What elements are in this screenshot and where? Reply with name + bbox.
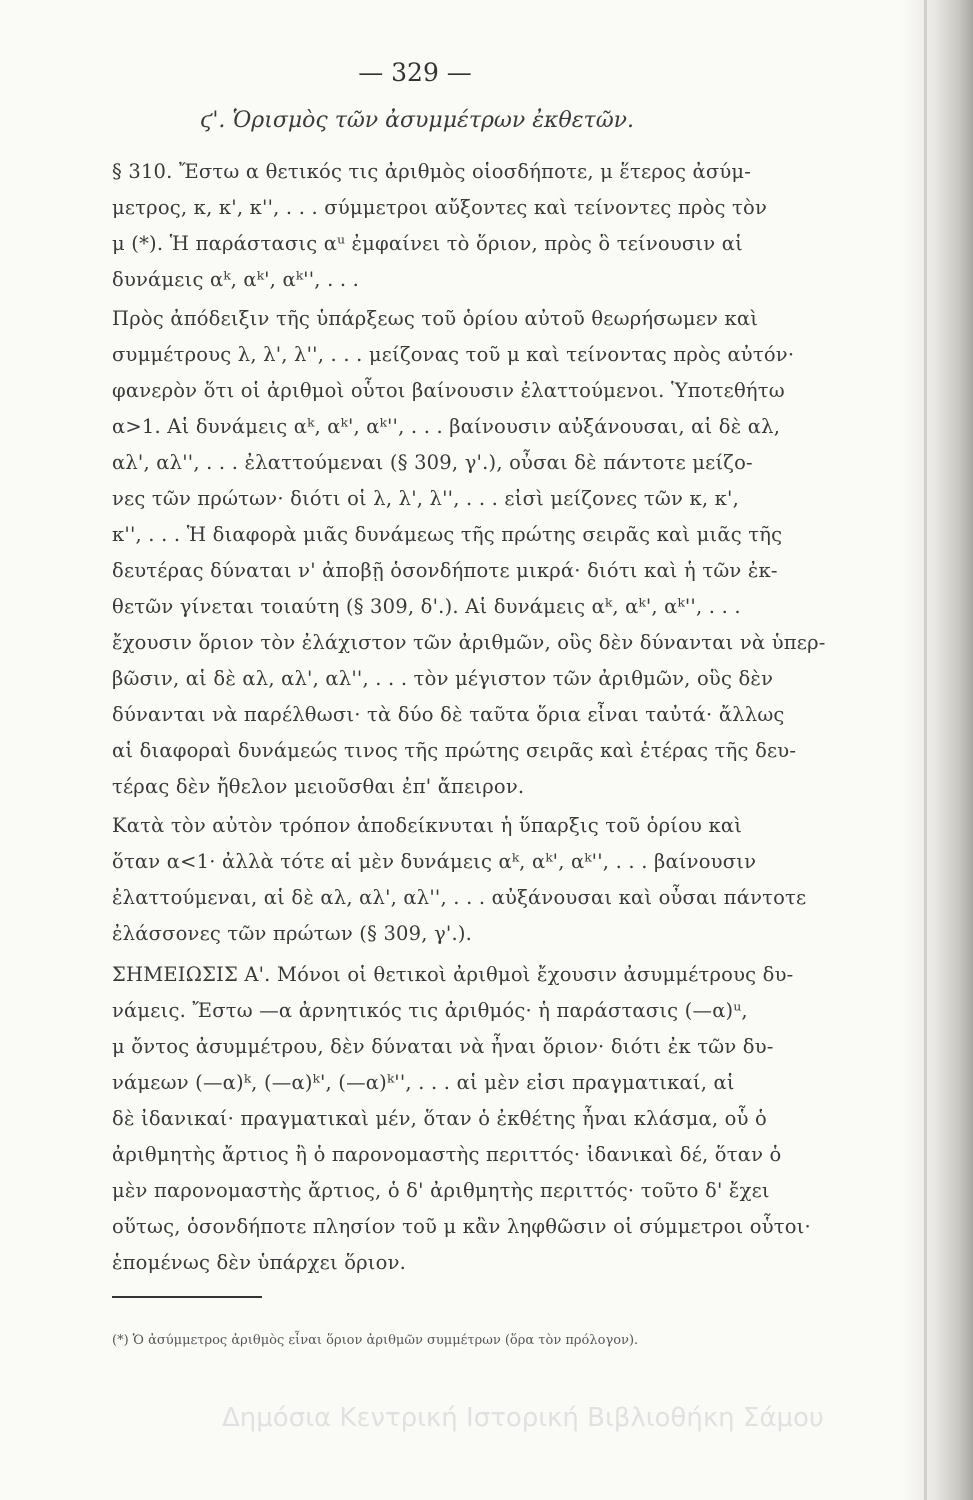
text-line: ἑπομένως δὲν ὑπάρχει ὅριον. xyxy=(112,1251,407,1274)
text-line: ὅταν α<1· ἀλλὰ τότε αἱ μὲν δυνάμεις αᵏ, αᵏ', αᵏ'', . . . βαίνουσιν xyxy=(112,850,757,873)
binding-edge xyxy=(924,0,927,1500)
text-line: νάμεων (—α)ᵏ, (—α)ᵏ', (—α)ᵏ'', . . . αἱ μὲν εἰσι πραγματικαί, αἱ xyxy=(112,1071,735,1094)
text-line: Κατὰ τὸν αὐτὸν τρόπον ἀποδείκνυται ἡ ὕπαρξις τοῦ ὁρίου καὶ xyxy=(112,814,743,837)
text-line: ἔχουσιν ὅριον τὸν ἐλάχιστον τῶν ἀριθμῶν, οὓς δὲν δύνανται νὰ ὑπερ- xyxy=(112,631,826,654)
text-line: δυνάμεις αᵏ, αᵏ', αᵏ'', . . . xyxy=(112,268,360,291)
text-line: § 310. Ἔστω α θετικός τις ἀριθμὸς οἱοσδήποτε, μ ἕτερος ἀσύμ- xyxy=(112,160,752,183)
text-line: αἱ διαφοραὶ δυνάμεώς τινος τῆς πρώτης σειρᾶς καὶ ἑτέρας τῆς δευ- xyxy=(112,739,797,762)
text-line: ἐλαττούμεναι, αἱ δὲ αλ, αλ', αλ'', . . . αὐξάνουσαι καὶ οὖσαι πάντοτε xyxy=(112,886,807,909)
text-line: δὲ ἰδανικαί· πραγματικαὶ μέν, ὅταν ὁ ἐκθέτης ἦναι κλάσμα, οὗ ὁ xyxy=(112,1107,767,1130)
text-line: αλ', αλ'', . . . ἐλαττούμεναι (§ 309, γ'.), οὖσαι δὲ πάντοτε μείζο- xyxy=(112,451,753,474)
text-line: α>1. Αἱ δυνάμεις αᵏ, αᵏ', αᵏ'', . . . βαίνουσιν αὐξάνουσαι, αἱ δὲ αλ, xyxy=(112,415,781,438)
footnote-divider xyxy=(112,1296,262,1298)
text-line: κ'', . . . Ἡ διαφορὰ μιᾶς δυνάμεως τῆς πρώτης σειρᾶς καὶ μιᾶς τῆς xyxy=(112,523,783,546)
text-line: μετρος, κ, κ', κ'', . . . σύμμετροι αὔξοντες καὶ τείνοντες πρὸς τὸν xyxy=(112,196,768,219)
text-line: δύνανται νὰ παρέλθωσι· τὰ δύο δὲ ταῦτα ὅρια εἶναι ταὐτά· ἄλλως xyxy=(112,703,785,726)
text-line: μὲν παρονομαστὴς ἄρτιος, ὁ δ' ἀριθμητὴς περιττός· τοῦτο δ' ἔχει xyxy=(112,1179,770,1202)
section-heading: ϛ'. Ὁρισμὸς τῶν ἀσυμμέτρων ἐκθετῶν. xyxy=(200,108,634,133)
text-line: νες τῶν πρώτων· διότι οἱ λ, λ', λ'', . . . εἰσὶ μείζονες τῶν κ, κ', xyxy=(112,487,740,510)
text-line: θετῶν γίνεται τοιαύτη (§ 309, δ'.). Αἱ δυνάμεις αᵏ, αᵏ', αᵏ'', . . . xyxy=(112,595,741,618)
text-line: ΣΗΜΕΙΩΣΙΣ Α'. Μόνοι οἱ θετικοὶ ἀριθμοὶ ἔχουσιν ἀσυμμέτρους δυ- xyxy=(112,963,794,986)
text-line: ἐλάσσονες τῶν πρώτων (§ 309, γ'.). xyxy=(112,922,473,945)
text-line: δευτέρας δύναται ν' ἀποβῇ ὁσονδήποτε μικρά· διότι καὶ ἡ τῶν ἐκ- xyxy=(112,559,778,582)
library-watermark: Δημόσια Κεντρική Ιστορική Βιβλιοθήκη Σάμου xyxy=(222,1403,824,1433)
text-line: ἀριθμητὴς ἄρτιος ἢ ὁ παρονομαστὴς περιττός· ἰδανικαὶ δέ, ὅταν ὁ xyxy=(112,1143,782,1166)
text-line: τέρας δὲν ἤθελον μειοῦσθαι ἐπ' ἄπειρον. xyxy=(112,775,525,798)
text-line: συμμέτρους λ, λ', λ'', . . . μείζονας τοῦ μ καὶ τείνοντας πρὸς αὐτόν· xyxy=(112,343,795,366)
text-line: φανερὸν ὅτι οἱ ἀριθμοὶ οὗτοι βαίνουσιν ἐλαττούμενοι. Ὑποτεθήτω xyxy=(112,379,785,402)
text-line: μ (*). Ἡ παράστασις αᵘ ἐμφαίνει τὸ ὅριον, πρὸς ὃ τείνουσιν αἱ xyxy=(112,232,743,255)
text-line: νάμεις. Ἔστω —α ἀρνητικός τις ἀριθμός· ἡ παράστασις (—α)ᵘ, xyxy=(112,999,748,1022)
book-binding-shadow xyxy=(903,0,973,1500)
text-line: μ ὄντος ἀσυμμέτρου, δὲν δύναται νὰ ἦναι ὅριον· διότι ἐκ τῶν δυ- xyxy=(112,1035,774,1058)
text-line: οὕτως, ὁσονδήποτε πλησίον τοῦ μ κἂν ληφθῶσιν οἱ σύμμετροι οὗτοι· xyxy=(112,1215,811,1238)
page-number: — 329 — xyxy=(358,58,472,87)
text-line: Πρὸς ἀπόδειξιν τῆς ὑπάρξεως τοῦ ὁρίου αὐτοῦ θεωρήσωμεν καὶ xyxy=(112,307,759,330)
footnote: (*) Ὁ ἀσύμμετρος ἀριθμὸς εἶναι ὅριον ἀριθμῶν συμμέτρων (ὅρα τὸν πρόλογον). xyxy=(112,1333,639,1348)
text-line: βῶσιν, αἱ δὲ αλ, αλ', αλ'', . . . τὸν μέγιστον τῶν ἀριθμῶν, οὓς δὲν xyxy=(112,667,774,690)
